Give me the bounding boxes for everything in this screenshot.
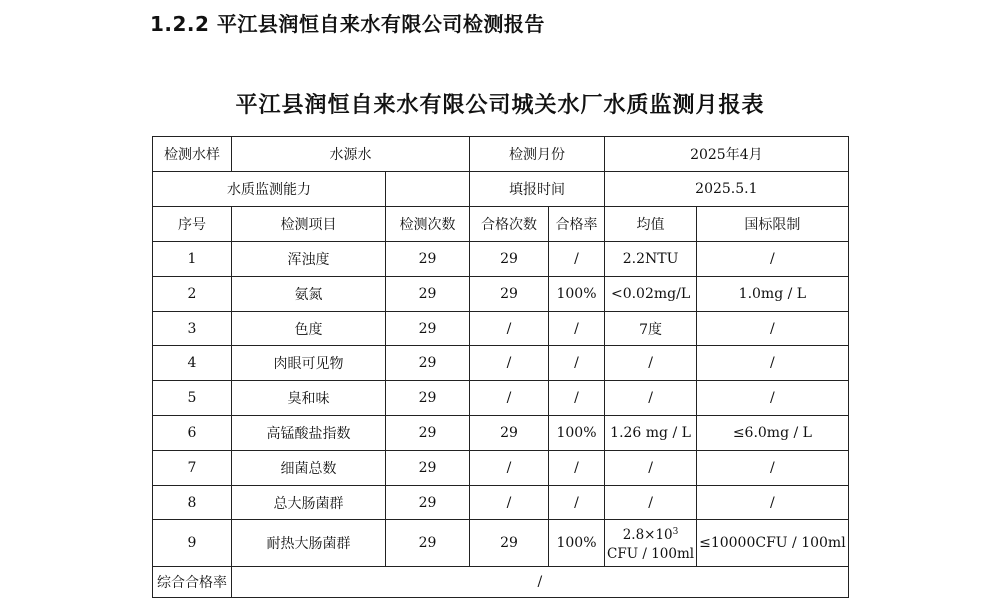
- cell-no: 9: [153, 520, 232, 567]
- cell-mean: /: [605, 486, 697, 520]
- summary-value: /: [232, 567, 849, 598]
- col-header-rate: 合格率: [549, 207, 605, 242]
- cell-limit: /: [697, 451, 849, 486]
- cell-limit: 1.0mg / L: [697, 277, 849, 312]
- col-header-tests: 检测次数: [386, 207, 470, 242]
- cell-item: 色度: [232, 312, 386, 346]
- cell-no: 4: [153, 346, 232, 381]
- table-row: [153, 486, 849, 520]
- cell-limit: /: [697, 486, 849, 520]
- col-header-limit: 国标限制: [697, 207, 849, 242]
- cell-mean: <0.02mg/L: [605, 277, 697, 312]
- table-row: [153, 520, 849, 567]
- cell-limit: ≤6.0mg / L: [697, 416, 849, 451]
- column-header-row: [153, 207, 849, 242]
- cell-tests: 29: [386, 312, 470, 346]
- cell-mean: /: [605, 451, 697, 486]
- sample-label: 检测水样: [153, 137, 232, 172]
- capability-value: [386, 172, 470, 207]
- col-header-passed: 合格次数: [470, 207, 549, 242]
- cell-passed: 29: [470, 416, 549, 451]
- sample-value: 水源水: [232, 137, 470, 172]
- cell-rate: 100%: [549, 520, 605, 567]
- summary-row: [153, 567, 849, 598]
- cell-tests: 29: [386, 242, 470, 277]
- cell-rate: /: [549, 242, 605, 277]
- cell-no: 5: [153, 381, 232, 416]
- mean-line-1: 2.8×10: [622, 526, 673, 543]
- cell-tests: 29: [386, 451, 470, 486]
- info-row-sample: [153, 137, 849, 172]
- cell-mean: 7度: [605, 312, 697, 346]
- table-row: [153, 451, 849, 486]
- water-quality-report-table: [152, 136, 849, 598]
- cell-rate: 100%: [549, 277, 605, 312]
- cell-mean: 2.2NTU: [605, 242, 697, 277]
- cell-rate: /: [549, 451, 605, 486]
- cell-passed: 29: [470, 520, 549, 567]
- cell-passed: /: [470, 451, 549, 486]
- cell-rate: /: [549, 486, 605, 520]
- cell-mean: [605, 520, 697, 567]
- cell-passed: /: [470, 381, 549, 416]
- mean-superscript: 3: [672, 526, 679, 537]
- cell-tests: 29: [386, 486, 470, 520]
- cell-limit: /: [697, 312, 849, 346]
- cell-no: 1: [153, 242, 232, 277]
- cell-mean: 1.26 mg / L: [605, 416, 697, 451]
- cell-item: 耐热大肠菌群: [232, 520, 386, 567]
- cell-tests: 29: [386, 520, 470, 567]
- cell-no: 6: [153, 416, 232, 451]
- section-heading: 1.2.2 平江县润恒自来水有限公司检测报告: [150, 12, 545, 36]
- fill-time-value: 2025.5.1: [605, 172, 849, 207]
- info-row-capability: [153, 172, 849, 207]
- month-value: 2025年4月: [605, 137, 849, 172]
- cell-no: 2: [153, 277, 232, 312]
- month-label: 检测月份: [470, 137, 605, 172]
- cell-mean: /: [605, 381, 697, 416]
- cell-rate: /: [549, 381, 605, 416]
- capability-label: 水质监测能力: [153, 172, 386, 207]
- cell-item: 高锰酸盐指数: [232, 416, 386, 451]
- cell-item: 细菌总数: [232, 451, 386, 486]
- cell-rate: /: [549, 346, 605, 381]
- cell-limit: /: [697, 381, 849, 416]
- table-row: [153, 381, 849, 416]
- table-row: [153, 346, 849, 381]
- cell-passed: 29: [470, 242, 549, 277]
- cell-no: 8: [153, 486, 232, 520]
- cell-no: 7: [153, 451, 232, 486]
- cell-limit: /: [697, 346, 849, 381]
- cell-item: 臭和味: [232, 381, 386, 416]
- table-row: [153, 416, 849, 451]
- cell-limit: ≤10000CFU / 100ml: [697, 520, 849, 567]
- mean-line-2: CFU / 100ml: [607, 545, 695, 562]
- summary-label: 综合合格率: [153, 567, 232, 598]
- cell-tests: 29: [386, 346, 470, 381]
- cell-tests: 29: [386, 381, 470, 416]
- cell-passed: /: [470, 346, 549, 381]
- cell-rate: 100%: [549, 416, 605, 451]
- cell-passed: /: [470, 486, 549, 520]
- cell-item: 肉眼可见物: [232, 346, 386, 381]
- cell-limit: /: [697, 242, 849, 277]
- cell-no: 3: [153, 312, 232, 346]
- cell-item: 氨氮: [232, 277, 386, 312]
- cell-tests: 29: [386, 416, 470, 451]
- col-header-item: 检测项目: [232, 207, 386, 242]
- table-row: [153, 312, 849, 346]
- cell-item: 浑浊度: [232, 242, 386, 277]
- col-header-mean: 均值: [605, 207, 697, 242]
- fill-time-label: 填报时间: [470, 172, 605, 207]
- col-header-no: 序号: [153, 207, 232, 242]
- report-title: 平江县润恒自来水有限公司城关水厂水质监测月报表: [235, 92, 765, 118]
- cell-item: 总大肠菌群: [232, 486, 386, 520]
- cell-mean: /: [605, 346, 697, 381]
- cell-passed: 29: [470, 277, 549, 312]
- cell-passed: /: [470, 312, 549, 346]
- cell-tests: 29: [386, 277, 470, 312]
- table-row: [153, 277, 849, 312]
- cell-rate: /: [549, 312, 605, 346]
- table-row: [153, 242, 849, 277]
